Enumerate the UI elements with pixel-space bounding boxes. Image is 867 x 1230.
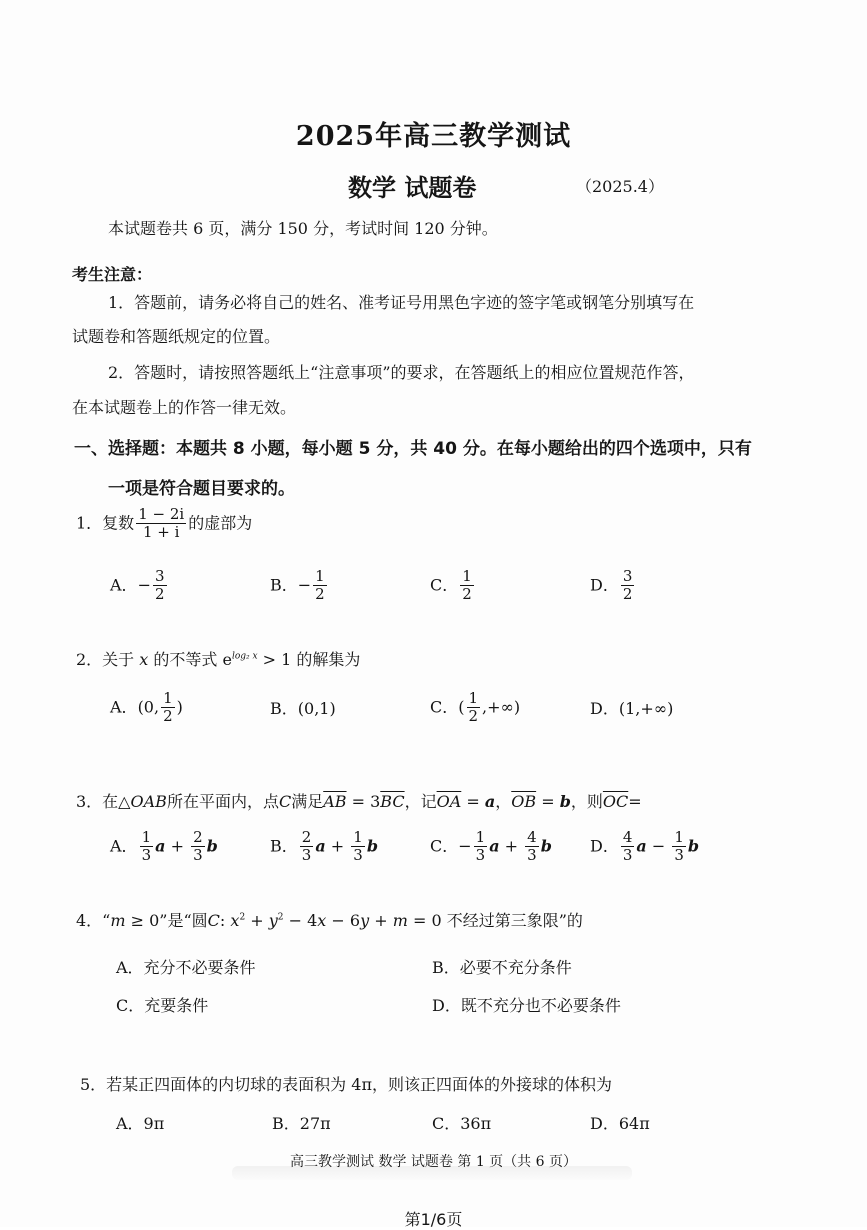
q2-option-d: D．(1,+∞) <box>590 699 674 718</box>
q2-option-b: B．(0,1) <box>270 699 336 718</box>
exam-subtitle: 数学 试题卷 <box>348 173 477 202</box>
notice-item-2-line-1: 2．答题时，请按照答题纸上“注意事项”的要求，在答题纸上的相应位置规范作答， <box>108 363 695 382</box>
section-1-heading: 一、选择题：本题共 8 小题，每小题 5 分，共 40 分。在每小题给出的四个选项中，只有 <box>74 439 752 459</box>
q3-option-c: C．− $\frac{1}{3}$ a + $\frac{4}{3}$ b <box>430 828 552 865</box>
intro-text: 本试题卷共 6 页，满分 150 分，考试时间 120 分钟。 <box>108 219 498 238</box>
exam-date: （2025.4） <box>576 177 664 196</box>
q4-option-c: C．充要条件 <box>116 996 209 1015</box>
q5-option-d: D．64π <box>590 1114 650 1133</box>
q2-option-c: C．( $\frac{1}{2}$ ,+∞) <box>430 689 521 726</box>
notice-item-1-line-2: 试题卷和答题纸规定的位置。 <box>72 327 281 346</box>
q1-option-d: D． $\frac{3}{2}$ <box>590 567 633 604</box>
question-1: 1．复数 $\frac{1 - 2i}{1 + i}$ 的虚部为 <box>76 505 253 542</box>
section-1-heading-cont: 一项是符合题目要求的。 <box>108 479 295 499</box>
q1-fraction: $\frac{1 - 2i}{1 + i}$ <box>138 505 185 542</box>
q1-option-b: B．− $\frac{1}{2}$ <box>270 567 325 604</box>
notice-item-1-line-1: 1．答题前，请务必将自己的姓名、准考证号用黑色字迹的签字笔或钢笔分别填写在 <box>108 293 695 312</box>
q3-option-d: D． $\frac{4}{3}$ a − $\frac{1}{3}$ b <box>590 828 700 865</box>
q4-option-d: D．既不充分也不必要条件 <box>432 996 621 1015</box>
notice-heading: 考生注意： <box>72 265 153 284</box>
page-indicator: 第1/6页 <box>404 1210 463 1229</box>
notice-item-2-line-2: 在本试题卷上的作答一律无效。 <box>72 398 297 417</box>
question-5: 5．若某正四面体的内切球的表面积为 4π，则该正四面体的外接球的体积为 <box>80 1075 612 1094</box>
q5-option-c: C．36π <box>432 1114 492 1133</box>
q1-option-c: C． $\frac{1}{2}$ <box>430 567 472 604</box>
q3-option-b: B． $\frac{2}{3}$ a + $\frac{1}{3}$ b <box>270 828 379 865</box>
question-4: 4．“m ≥ 0”是“圆C: $x^2 + y^2 - 4x - 6y + m = 0$ 不经过第三象限”的 <box>76 911 583 930</box>
q4-option-a: A．充分不必要条件 <box>116 958 256 977</box>
q4-option-b: B．必要不充分条件 <box>432 958 572 977</box>
question-3: 3．在△OAB所在平面内，点C满足$\overline{AB} = 3\overline{BC}$，记$\overline{OA} = a$，$\overline{OB} = b$，则$\overline{OC}=$ <box>76 792 642 811</box>
q5-option-b: B．27π <box>272 1114 331 1133</box>
question-2: 2．关于 x 的不等式 $e^{log_2 x} > 1$ 的解集为 <box>76 650 361 669</box>
q1-option-a: A．− $\frac{3}{2}$ <box>110 567 165 604</box>
q5-option-a: A．9π <box>116 1114 165 1133</box>
page-footer: 高三教学测试 数学 试题卷 第 1 页（共 6 页） <box>290 1154 577 1170</box>
exam-title: 2025年高三教学测试 <box>295 121 572 152</box>
q3-option-a: A． $\frac{1}{3}$ a + $\frac{2}{3}$ b <box>110 828 218 865</box>
q2-option-a: A．(0, $\frac{1}{2}$ ) <box>110 689 183 726</box>
